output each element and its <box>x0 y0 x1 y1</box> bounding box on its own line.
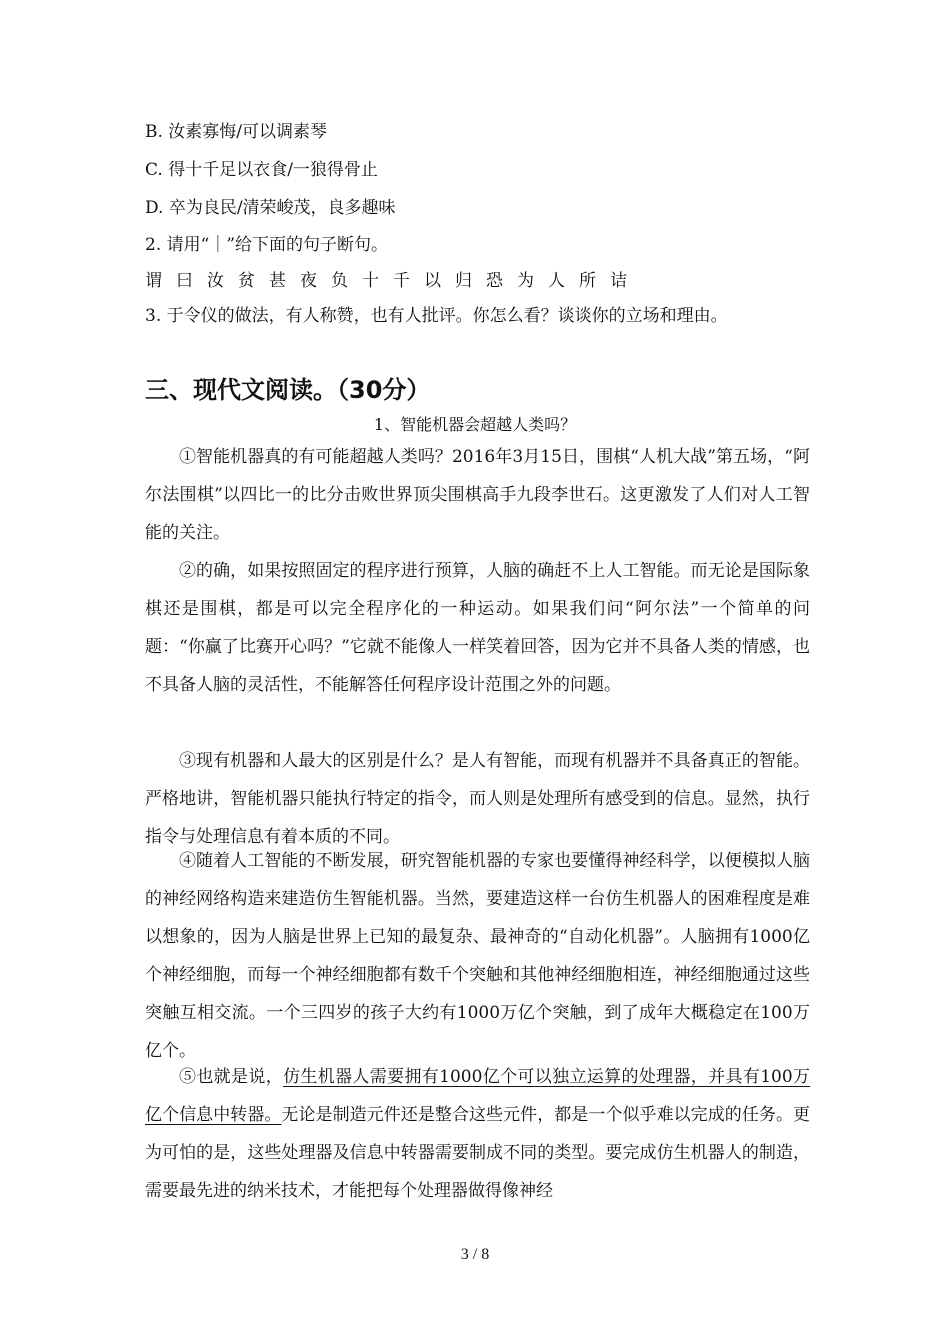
paragraph-2: ②的确，如果按照固定的程序进行预算，人脑的确赶不上人工智能。而无论是国际象棋还是围棋，都是可以完全程序化的一种运动。如果我们问“阿尔法”一个简单的问题：“你赢了比赛开心吗？”它就不能像人一样笑着回答，因为它并不具备人类的情感，也不具备人脑的灵活性，不能解答任何程序设计范围之外的问题。 <box>145 561 810 695</box>
option-b: B. 汝素寡悔/可以调素琴 <box>145 122 328 142</box>
option-d: D. 卒为良民/清荣峻茂，良多趣味 <box>145 198 396 218</box>
question-2-sentence: 谓曰汝贫甚夜负十千以归恐为人所诘 <box>145 271 641 291</box>
paragraph-5-lead: ⑤也就是说， <box>179 1067 284 1087</box>
question-3: 3. 于令仪的做法，有人称赞，也有人批评。你怎么看？谈谈你的立场和理由。 <box>145 306 728 326</box>
paragraph-1: ①智能机器真的有可能超越人类吗？2016年3月15日，围棋“人机大战”第五场，“阿尔法围棋”以四比一的比分击败世界顶尖围棋高手九段李世石。这更激发了人们对人工智能的关注。 <box>145 447 810 543</box>
paragraph-4: ④随着人工智能的不断发展，研究智能机器的专家也要懂得神经科学，以便模拟人脑的神经网络构造来建造仿生智能机器。当然，要建造这样一台仿生机器人的困难程度是难以想象的，因为人脑是世界上已知的最复杂、最神奇的“自动化机器”。人脑拥有1000亿个神经细胞，而每一个神经细胞都有数千个突触和其他神经细胞相连，神经细胞通过这些突触互相交流。一个三四岁的孩子大约有1000万亿个突触，到了成年大概稳定在100万亿个。 <box>145 851 810 1061</box>
paragraph-5-underlined: 仿生机器人需要拥有1000亿个可以独立运算的处理器，并具有100万亿个信息中转器。 <box>145 1067 811 1125</box>
paragraph-5 <box>145 1058 810 1210</box>
option-c: C. 得十千足以衣食/一狼得骨止 <box>145 160 378 180</box>
page-number: 3 / 8 <box>460 1246 490 1263</box>
question-2-prompt: 2. 请用“｜”给下面的句子断句。 <box>145 235 389 255</box>
article-title: 1、智能机器会超越人类吗？ <box>373 415 577 434</box>
paragraph-3: ③现有机器和人最大的区别是什么？是人有智能，而现有机器并不具备真正的智能。严格地讲，智能机器只能执行特定的指令，而人则是处理所有感受到的信息。显然，执行指令与处理信息有着本质的不同。 <box>145 751 810 847</box>
paragraph-5-rest: 无论是制造元件还是整合这些元件，都是一个似乎难以完成的任务。更为可怕的是，这些处理器及信息中转器需要制成不同的类型。要完成仿生机器人的制造，需要最先进的纳米技术，才能把每个处理器做得像神经 <box>145 1105 810 1201</box>
section-title: 三、现代文阅读。（30分） <box>145 376 431 404</box>
